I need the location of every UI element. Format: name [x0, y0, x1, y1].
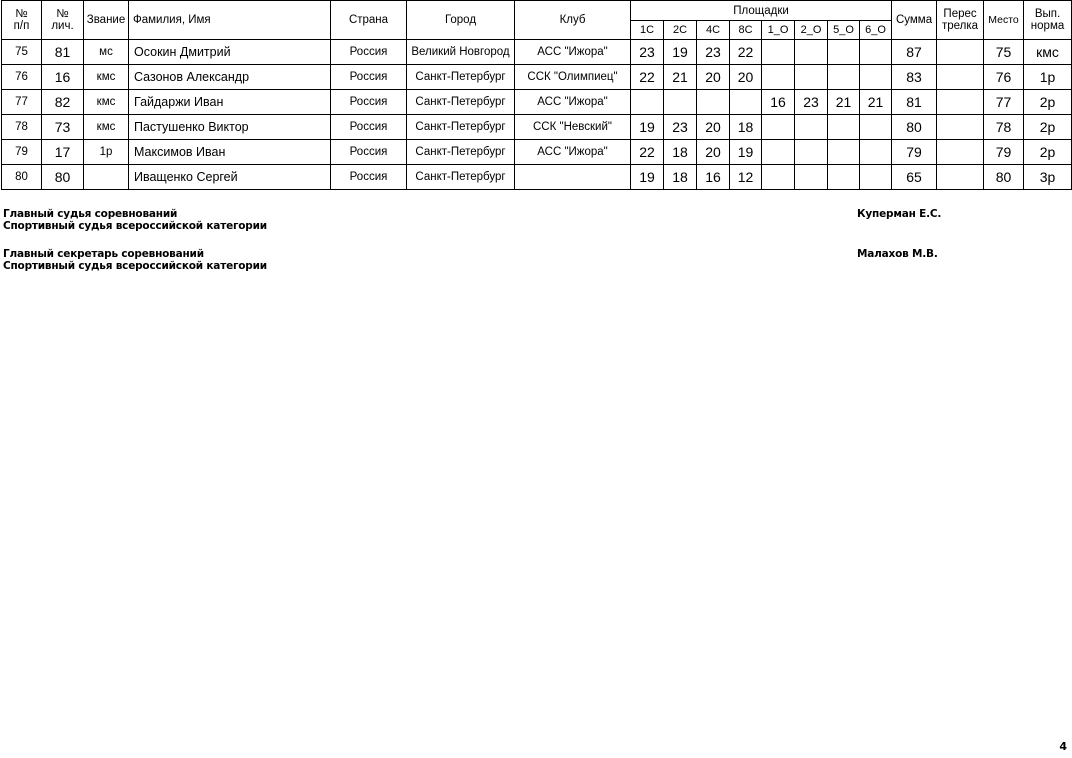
cell-shootoff	[937, 115, 984, 140]
cell-site-score: 12	[730, 165, 762, 190]
cell-site-score: 18	[664, 140, 697, 165]
cell-site-score: 21	[860, 90, 892, 115]
cell-site-score	[697, 90, 730, 115]
cell-city: Санкт-Петербург	[407, 165, 515, 190]
cell-rank: мс	[84, 40, 129, 65]
cell-norm: 2р	[1024, 90, 1072, 115]
cell-norm: 3р	[1024, 165, 1072, 190]
cell-site-score: 18	[664, 165, 697, 190]
cell-sum: 83	[892, 65, 937, 90]
cell-rank: 1р	[84, 140, 129, 165]
cell-num-lich: 82	[42, 90, 84, 115]
cell-city: Санкт-Петербург	[407, 90, 515, 115]
cell-site-score	[795, 65, 828, 90]
cell-club: АСС "Ижора"	[515, 40, 631, 65]
table-row	[2, 65, 1072, 90]
cell-site-score	[860, 115, 892, 140]
cell-shootoff	[937, 65, 984, 90]
cell-num-pp: 79	[2, 140, 42, 165]
judge-category: Спортивный судья всероссийской категории	[3, 220, 267, 232]
cell-site-score	[860, 65, 892, 90]
table-row	[2, 165, 1072, 190]
cell-place: 76	[984, 65, 1024, 90]
cell-site-score: 19	[664, 40, 697, 65]
cell-site-score	[762, 40, 795, 65]
cell-site-score	[828, 165, 860, 190]
cell-site-score	[762, 165, 795, 190]
cell-num-pp: 77	[2, 90, 42, 115]
cell-city: Санкт-Петербург	[407, 65, 515, 90]
table-row	[2, 140, 1072, 165]
cell-place: 77	[984, 90, 1024, 115]
cell-name: Пастушенко Виктор	[129, 115, 331, 140]
cell-shootoff	[937, 40, 984, 65]
table-row	[2, 40, 1072, 65]
cell-site-score	[860, 140, 892, 165]
cell-num-lich: 17	[42, 140, 84, 165]
cell-sum: 87	[892, 40, 937, 65]
header-rank: Звание	[84, 1, 129, 40]
cell-country: Россия	[331, 90, 407, 115]
cell-site-score	[762, 65, 795, 90]
cell-site-score	[730, 90, 762, 115]
cell-country: Россия	[331, 115, 407, 140]
cell-site-score: 20	[697, 115, 730, 140]
cell-site-score: 23	[795, 90, 828, 115]
cell-num-pp: 76	[2, 65, 42, 90]
header-sites: Площадки	[631, 1, 892, 21]
cell-shootoff	[937, 165, 984, 190]
cell-place: 75	[984, 40, 1024, 65]
cell-city: Санкт-Петербург	[407, 140, 515, 165]
cell-site-score: 23	[631, 40, 664, 65]
cell-num-lich: 81	[42, 40, 84, 65]
cell-rank: кмс	[84, 90, 129, 115]
cell-rank: кмс	[84, 65, 129, 90]
cell-site-score	[828, 40, 860, 65]
cell-site-score: 22	[631, 140, 664, 165]
header-site-6o: 6_О	[860, 21, 892, 40]
cell-place: 78	[984, 115, 1024, 140]
cell-country: Россия	[331, 40, 407, 65]
cell-num-pp: 80	[2, 165, 42, 190]
cell-num-pp: 78	[2, 115, 42, 140]
cell-site-score: 20	[697, 65, 730, 90]
cell-place: 80	[984, 165, 1024, 190]
cell-site-score	[795, 115, 828, 140]
cell-site-score	[664, 90, 697, 115]
header-site-1o: 1_О	[762, 21, 795, 40]
cell-country: Россия	[331, 140, 407, 165]
cell-num-lich: 80	[42, 165, 84, 190]
secretary-name: Малахов М.В.	[857, 248, 938, 260]
cell-site-score	[860, 165, 892, 190]
cell-site-score: 21	[664, 65, 697, 90]
table-row	[2, 90, 1072, 115]
cell-site-score: 19	[631, 165, 664, 190]
cell-shootoff	[937, 90, 984, 115]
header-site-2c: 2С	[664, 21, 697, 40]
judge-block	[3, 208, 267, 232]
cell-site-score	[860, 40, 892, 65]
secretary-title: Главный секретарь соревнований	[3, 248, 204, 260]
secretary-category: Спортивный судья всероссийской категории	[3, 260, 267, 272]
cell-club: АСС "Ижора"	[515, 90, 631, 115]
cell-site-score: 22	[631, 65, 664, 90]
cell-city: Санкт-Петербург	[407, 115, 515, 140]
cell-site-score: 20	[697, 140, 730, 165]
header-shootoff: Перес трелка	[937, 1, 984, 40]
cell-sum: 80	[892, 115, 937, 140]
header-country: Страна	[331, 1, 407, 40]
cell-shootoff	[937, 140, 984, 165]
cell-name: Гайдаржи Иван	[129, 90, 331, 115]
header-site-4c: 4С	[697, 21, 730, 40]
judge-title: Главный судья соревнований	[3, 208, 178, 220]
cell-city: Великий Новгород	[407, 40, 515, 65]
cell-norm: 2р	[1024, 140, 1072, 165]
cell-club	[515, 165, 631, 190]
cell-site-score: 19	[730, 140, 762, 165]
header-norm: Вып. норма	[1024, 1, 1072, 40]
judge-name: Куперман Е.С.	[857, 208, 942, 220]
cell-rank: кмс	[84, 115, 129, 140]
cell-site-score	[762, 115, 795, 140]
cell-club: ССК "Олимпиец"	[515, 65, 631, 90]
cell-site-score: 16	[697, 165, 730, 190]
cell-site-score	[795, 165, 828, 190]
cell-sum: 65	[892, 165, 937, 190]
cell-site-score: 21	[828, 90, 860, 115]
cell-site-score	[762, 140, 795, 165]
cell-site-score: 16	[762, 90, 795, 115]
cell-sum: 79	[892, 140, 937, 165]
header-place: Место	[984, 1, 1024, 40]
results-table	[1, 0, 1072, 190]
cell-num-lich: 16	[42, 65, 84, 90]
cell-place: 79	[984, 140, 1024, 165]
cell-num-lich: 73	[42, 115, 84, 140]
cell-site-score	[631, 90, 664, 115]
header-site-1c: 1С	[631, 21, 664, 40]
header-club: Клуб	[515, 1, 631, 40]
cell-club: АСС "Ижора"	[515, 140, 631, 165]
cell-sum: 81	[892, 90, 937, 115]
cell-num-pp: 75	[2, 40, 42, 65]
cell-site-score	[795, 140, 828, 165]
table-row	[2, 115, 1072, 140]
cell-norm: 2р	[1024, 115, 1072, 140]
cell-norm: кмс	[1024, 40, 1072, 65]
cell-site-score: 19	[631, 115, 664, 140]
cell-site-score	[828, 115, 860, 140]
header-site-5o: 5_О	[828, 21, 860, 40]
cell-country: Россия	[331, 65, 407, 90]
header-site-8c: 8С	[730, 21, 762, 40]
header-city: Город	[407, 1, 515, 40]
cell-rank	[84, 165, 129, 190]
header-sum: Сумма	[892, 1, 937, 40]
cell-club: ССК "Невский"	[515, 115, 631, 140]
header-num-lich: № лич.	[42, 1, 84, 40]
cell-site-score: 20	[730, 65, 762, 90]
cell-site-score: 23	[664, 115, 697, 140]
cell-site-score	[828, 65, 860, 90]
cell-site-score: 23	[697, 40, 730, 65]
cell-site-score: 22	[730, 40, 762, 65]
header-site-2o: 2_О	[795, 21, 828, 40]
page-number: 4	[1059, 740, 1067, 753]
cell-name: Сазонов Александр	[129, 65, 331, 90]
cell-name: Осокин Дмитрий	[129, 40, 331, 65]
secretary-block	[3, 248, 267, 272]
cell-name: Иващенко Сергей	[129, 165, 331, 190]
cell-site-score	[795, 40, 828, 65]
cell-name: Максимов Иван	[129, 140, 331, 165]
cell-site-score	[828, 140, 860, 165]
cell-country: Россия	[331, 165, 407, 190]
header-num-pp: № п/п	[2, 1, 42, 40]
cell-site-score: 18	[730, 115, 762, 140]
cell-norm: 1р	[1024, 65, 1072, 90]
header-name: Фамилия, Имя	[129, 1, 331, 40]
